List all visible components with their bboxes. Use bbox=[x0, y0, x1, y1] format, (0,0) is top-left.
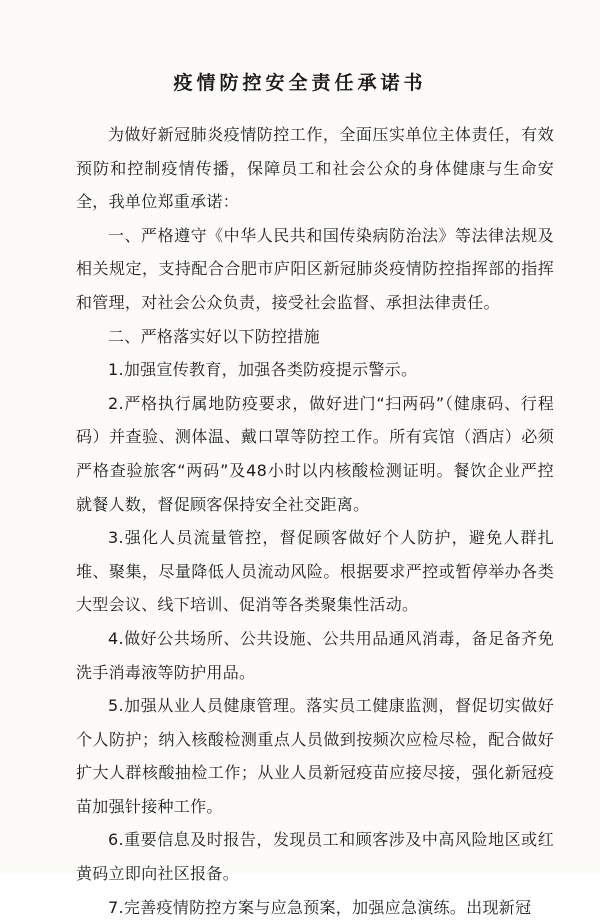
paragraph-measure-7: 7.完善疫情防控方案与应急预案，加强应急演练。出现新冠 bbox=[108, 897, 532, 917]
paragraph-measure-2: 2.严格执行属地防疫要求，做好进门“扫两码”（健康码、行程码）并查验、测体温、戴口罩等防控工作。所有宾馆（酒店）必须严格查验旅客“两码”及48小时以内核酸检测证明。餐饮企业严控就餐人数，督促顾客保持安全社交距离。 bbox=[76, 393, 554, 514]
paragraph-commitment-1: 一、严格遵守《中华人民共和国传染病防治法》等法律法规及相关规定，支持配合合肥市庐阳区新冠肺炎疫情防控指挥部的指挥和管理，对社会公众负责，接受社会监督、承担法律责任。 bbox=[76, 225, 554, 312]
document-title: 疫情防控安全责任承诺书 bbox=[173, 72, 427, 94]
paragraph-measure-5: 5.加强从业人员健康管理。落实员工健康监测，督促切实做好个人防护；纳入核酸检测重点人员做到按频次应检尽检，配合做好扩大人群核酸抽检工作；从业人员新冠疫苗应接尽接，强化新冠疫苗加强针接种工作。 bbox=[76, 696, 554, 816]
paragraph-measure-3: 3.强化人员流量管控，督促顾客做好个人防护，避免人群扎堆、聚集，尽量降低人员流动风险。根据要求严控或暂停举办各类大型会议、线下培训、促消等各类聚集性活动。 bbox=[76, 528, 554, 615]
document-body bbox=[76, 118, 554, 924]
paragraph-measure-6: 6.重要信息及时报告，发现员工和顾客涉及中高风险地区或红黄码立即向社区报备。 bbox=[76, 830, 554, 884]
paragraph-measure-1: 1.加强宣传教育，加强各类防疫提示警示。 bbox=[108, 360, 418, 380]
paragraph-commitment-2-heading: 二、严格落实好以下防控措施 bbox=[108, 326, 320, 346]
paragraph-intro: 为做好新冠肺炎疫情防控工作，全面压实单位主体责任，有效预防和控制疫情传播，保障员工和社会公众的身体健康与生命安全，我单位郑重承诺： bbox=[76, 125, 554, 212]
paragraph-measure-4: 4.做好公共场所、公共设施、公共用品通风消毒，备足备齐免洗手消毒液等防护用品。 bbox=[76, 628, 554, 682]
